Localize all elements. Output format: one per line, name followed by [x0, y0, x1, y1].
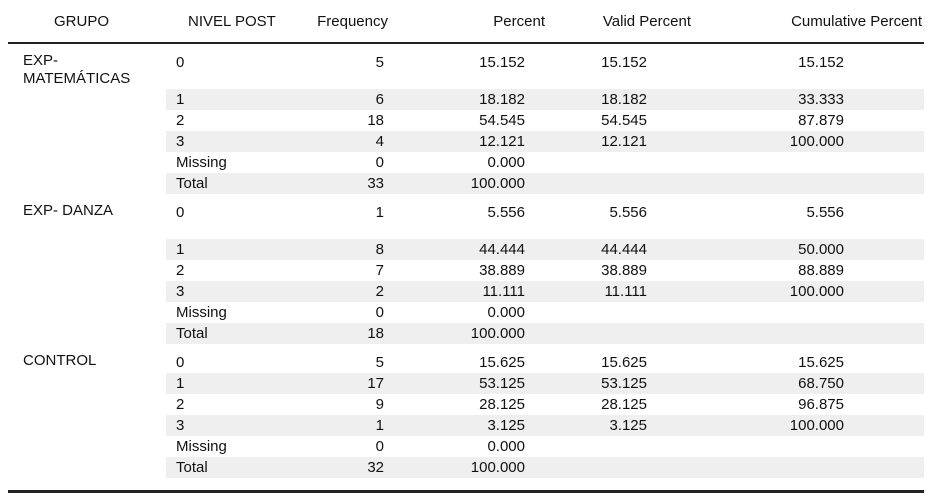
cell-valid-percent: 54.545 — [601, 112, 647, 129]
cell-nivel-post: 0 — [176, 54, 185, 71]
cell-percent: 11.111 — [392, 281, 545, 302]
cell-frequency: 9 — [375, 396, 384, 413]
cell-nivel-post: 3 — [166, 131, 268, 152]
cell-percent: 15.152 — [479, 54, 525, 71]
group-label-empty — [8, 457, 166, 478]
group-label-empty — [8, 260, 166, 281]
cell-frequency: 18 — [367, 112, 384, 129]
group-label-empty — [8, 436, 166, 457]
cell-percent: 0.000 — [487, 154, 525, 171]
table-row — [8, 415, 924, 436]
cell-valid-percent — [545, 173, 697, 194]
cell-frequency: 5 — [375, 354, 384, 371]
table-row — [8, 436, 924, 457]
cell-cumulative-percent — [697, 457, 924, 478]
cell-percent: 3.125 — [392, 415, 545, 436]
cell-percent: 44.444 — [392, 239, 545, 260]
cell-cumulative-percent: 15.152 — [798, 54, 844, 71]
cell-frequency: 6 — [268, 89, 392, 110]
cell-valid-percent: 15.625 — [601, 354, 647, 371]
header-nivel-post: NIVEL POST — [166, 0, 268, 43]
header-valid-percent: Valid Percent — [545, 0, 697, 43]
cell-valid-percent: 5.556 — [609, 204, 647, 221]
cell-nivel-post: 1 — [166, 89, 268, 110]
cell-nivel-post: 0 — [176, 354, 185, 371]
table-row — [8, 344, 924, 373]
cell-nivel-post: Total — [166, 457, 268, 478]
cell-nivel-post: Missing — [176, 154, 227, 171]
cell-cumulative-percent: 96.875 — [798, 396, 844, 413]
table-row — [8, 302, 924, 323]
group-label-empty — [8, 302, 166, 323]
cell-frequency: 18 — [268, 323, 392, 344]
cell-nivel-post: 1 — [166, 239, 268, 260]
cell-nivel-post: Total — [166, 173, 268, 194]
cell-valid-percent — [545, 302, 697, 323]
cell-nivel-post: Missing — [176, 438, 227, 455]
cell-cumulative-percent: 100.000 — [697, 415, 924, 436]
group-label-empty — [8, 281, 166, 302]
cell-valid-percent: 12.121 — [545, 131, 697, 152]
cell-valid-percent: 18.182 — [545, 89, 697, 110]
cell-valid-percent — [545, 436, 697, 457]
table-row — [8, 239, 924, 260]
cell-cumulative-percent: 88.889 — [798, 262, 844, 279]
cell-cumulative-percent — [697, 173, 924, 194]
cell-cumulative-percent — [697, 436, 924, 457]
group-label-empty — [8, 394, 166, 415]
cell-cumulative-percent: 100.000 — [697, 281, 924, 302]
cell-nivel-post: 0 — [176, 204, 185, 221]
cell-frequency: 33 — [268, 173, 392, 194]
header-percent: Percent — [392, 0, 545, 43]
table-row — [8, 152, 924, 173]
table-bottom-rule — [8, 490, 924, 493]
table-row — [8, 194, 924, 239]
cell-valid-percent: 11.111 — [545, 281, 697, 302]
cell-frequency: 7 — [375, 262, 384, 279]
header-row — [8, 0, 924, 43]
cell-percent: 18.182 — [392, 89, 545, 110]
cell-valid-percent: 38.889 — [601, 262, 647, 279]
group-label: CONTROL — [23, 352, 97, 369]
cell-cumulative-percent — [697, 152, 924, 173]
table-row — [8, 281, 924, 302]
cell-valid-percent — [545, 152, 697, 173]
group-label-empty — [8, 89, 166, 110]
table-row — [8, 110, 924, 131]
cell-nivel-post: 2 — [176, 112, 185, 129]
cell-frequency: 0 — [375, 304, 384, 321]
cell-cumulative-percent — [697, 302, 924, 323]
cell-nivel-post: 3 — [166, 415, 268, 436]
cell-cumulative-percent: 87.879 — [798, 112, 844, 129]
table-row — [8, 373, 924, 394]
cell-cumulative-percent: 15.625 — [798, 354, 844, 371]
cell-percent: 28.125 — [479, 396, 525, 413]
cell-percent: 0.000 — [487, 304, 525, 321]
cell-cumulative-percent: 50.000 — [697, 239, 924, 260]
cell-nivel-post: 3 — [166, 281, 268, 302]
table-body — [8, 43, 924, 478]
group-label: EXP- MATEMÁTICAS — [23, 52, 131, 87]
cell-frequency: 4 — [268, 131, 392, 152]
cell-cumulative-percent — [697, 323, 924, 344]
cell-percent: 100.000 — [392, 323, 545, 344]
cell-percent: 100.000 — [392, 457, 545, 478]
group-label-empty — [8, 415, 166, 436]
header-frequency: Frequency — [268, 0, 392, 43]
cell-nivel-post: 2 — [176, 396, 185, 413]
cell-frequency: 8 — [268, 239, 392, 260]
table-row — [8, 173, 924, 194]
cell-valid-percent: 53.125 — [545, 373, 697, 394]
cell-percent: 100.000 — [392, 173, 545, 194]
group-label-empty — [8, 173, 166, 194]
group-label-empty — [8, 152, 166, 173]
table-header — [8, 0, 924, 43]
table-row — [8, 89, 924, 110]
cell-percent: 5.556 — [487, 204, 525, 221]
table-row — [8, 457, 924, 478]
table-row — [8, 131, 924, 152]
cell-cumulative-percent: 68.750 — [697, 373, 924, 394]
cell-valid-percent: 3.125 — [545, 415, 697, 436]
cell-cumulative-percent: 100.000 — [697, 131, 924, 152]
cell-frequency: 5 — [375, 54, 384, 71]
cell-percent: 38.889 — [479, 262, 525, 279]
cell-cumulative-percent: 33.333 — [697, 89, 924, 110]
header-grupo: GRUPO — [8, 0, 166, 43]
table-row — [8, 394, 924, 415]
cell-percent: 15.625 — [479, 354, 525, 371]
cell-cumulative-percent: 5.556 — [806, 204, 844, 221]
table-row — [8, 260, 924, 281]
cell-percent: 54.545 — [479, 112, 525, 129]
cell-valid-percent — [545, 457, 697, 478]
frequency-table — [8, 0, 924, 478]
cell-valid-percent — [545, 323, 697, 344]
table-row — [8, 43, 924, 89]
cell-frequency: 1 — [375, 204, 384, 221]
cell-valid-percent: 15.152 — [601, 54, 647, 71]
cell-nivel-post: Total — [166, 323, 268, 344]
cell-frequency: 32 — [268, 457, 392, 478]
table-row — [8, 323, 924, 344]
cell-percent: 53.125 — [392, 373, 545, 394]
group-label-empty — [8, 239, 166, 260]
group-label-empty — [8, 373, 166, 394]
group-label-empty — [8, 323, 166, 344]
group-label: EXP- DANZA — [23, 202, 114, 219]
group-label-empty — [8, 110, 166, 131]
cell-frequency: 17 — [268, 373, 392, 394]
cell-nivel-post: Missing — [176, 304, 227, 321]
cell-valid-percent: 28.125 — [601, 396, 647, 413]
cell-valid-percent: 44.444 — [545, 239, 697, 260]
cell-percent: 12.121 — [392, 131, 545, 152]
cell-percent: 0.000 — [487, 438, 525, 455]
group-label-empty — [8, 131, 166, 152]
cell-frequency: 2 — [268, 281, 392, 302]
cell-nivel-post: 1 — [166, 373, 268, 394]
header-cumulative-percent: Cumulative Percent — [697, 0, 924, 43]
cell-frequency: 0 — [375, 438, 384, 455]
cell-frequency: 1 — [268, 415, 392, 436]
cell-frequency: 0 — [375, 154, 384, 171]
cell-nivel-post: 2 — [176, 262, 185, 279]
